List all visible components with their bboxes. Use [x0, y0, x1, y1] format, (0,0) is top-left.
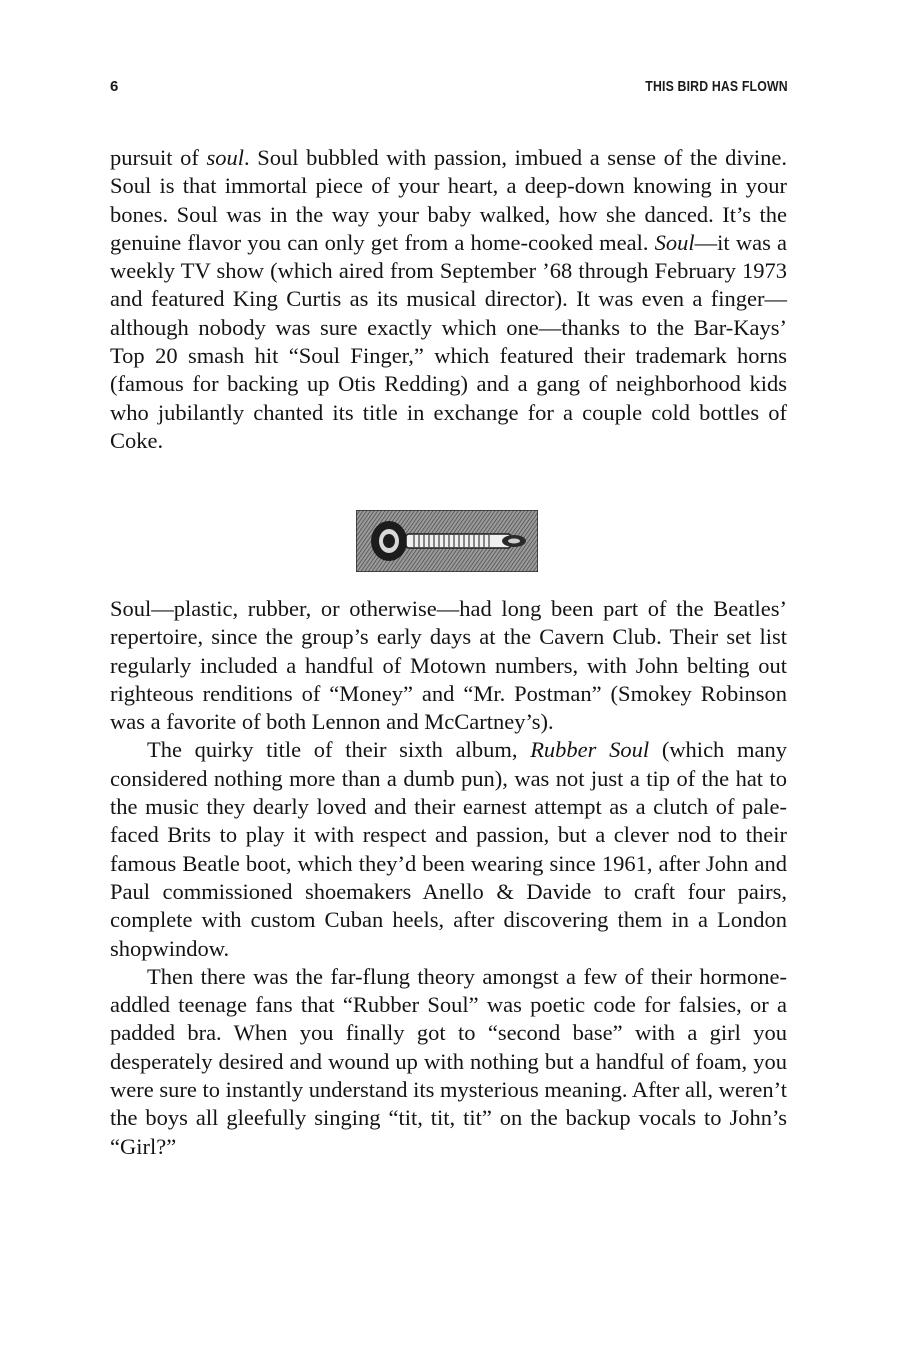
vintage-microphone-ornament-icon — [356, 510, 538, 572]
text-run: . Soul bubbled with passion, imbued a sense of the divine. Soul is that immortal piece of your heart, a deep-down knowing in your bones. Soul was in the way your baby walked, how she danced. It’s the genuine flavor you can only get from a home-cooked meal. — [110, 145, 787, 255]
emphasis-text: Rubber Soul — [530, 737, 650, 763]
text-run: The quirky title of their sixth album, — [147, 737, 531, 763]
emphasis-text: Soul — [654, 229, 695, 255]
paragraph — [110, 144, 787, 455]
text-block-after-ornament — [110, 595, 787, 1161]
text-run: (which many considered nothing more than a dumb pun), was not just a tip of the hat to the music they dearly loved and their earnest attempt as a clutch of pale-faced Brits to play it with respect and passion, but a clever nod to their famous Beatle boot, which they’d been wearing since 1961, after John and Paul commissioned shoemakers Anello & Davide to craft four pairs, complete with custom Cuban heels, after discovering them in a London shopwindow. — [110, 737, 787, 961]
text-block-before-ornament — [110, 144, 787, 455]
running-head — [110, 78, 788, 100]
paragraph: Soul—plastic, rubber, or otherwise—had long been part of the Beatles’ repertoire, since the group’s early days at the Cavern Club. Their set list regularly included a handful of Motown numbers, with John belting out righteous renditions of “Money” and “Mr. Postman” (Smokey Robinson was a favorite of both Lennon and McCartney’s). — [110, 596, 787, 735]
text-run: —it was a weekly TV show (which aired from September ’68 through February 1973 and featured King Curtis as its musical director). It was even a finger—although nobody was sure exactly which one—thanks to the Bar-Kays’ Top 20 smash hit “Soul Finger,” which featured their trademark horns (famous for backing up Otis Redding) and a gang of neighborhood kids who jubilantly chanted its title in exchange for a couple cold bottles of Coke. — [110, 229, 787, 453]
paragraph — [110, 736, 787, 962]
text-run: pursuit of — [110, 145, 207, 170]
emphasis-text: soul — [206, 145, 244, 170]
running-title: THIS BIRD HAS FLOWN — [645, 78, 788, 95]
paragraph: Then there was the far-flung theory amongst a few of their hormone-addled teenage fans that “Rubber Soul” was poetic code for falsies, or a padded bra. When you finally got to “second base” with a girl you desperately desired and wound up with nothing but a handful of foam, you were sure to instantly understand its mysterious meaning. After all, weren’t the boys all gleefully singing “tit, tit, tit” on the backup vocals to John’s “Girl?” — [110, 963, 787, 1159]
page-number: 6 — [110, 78, 119, 95]
